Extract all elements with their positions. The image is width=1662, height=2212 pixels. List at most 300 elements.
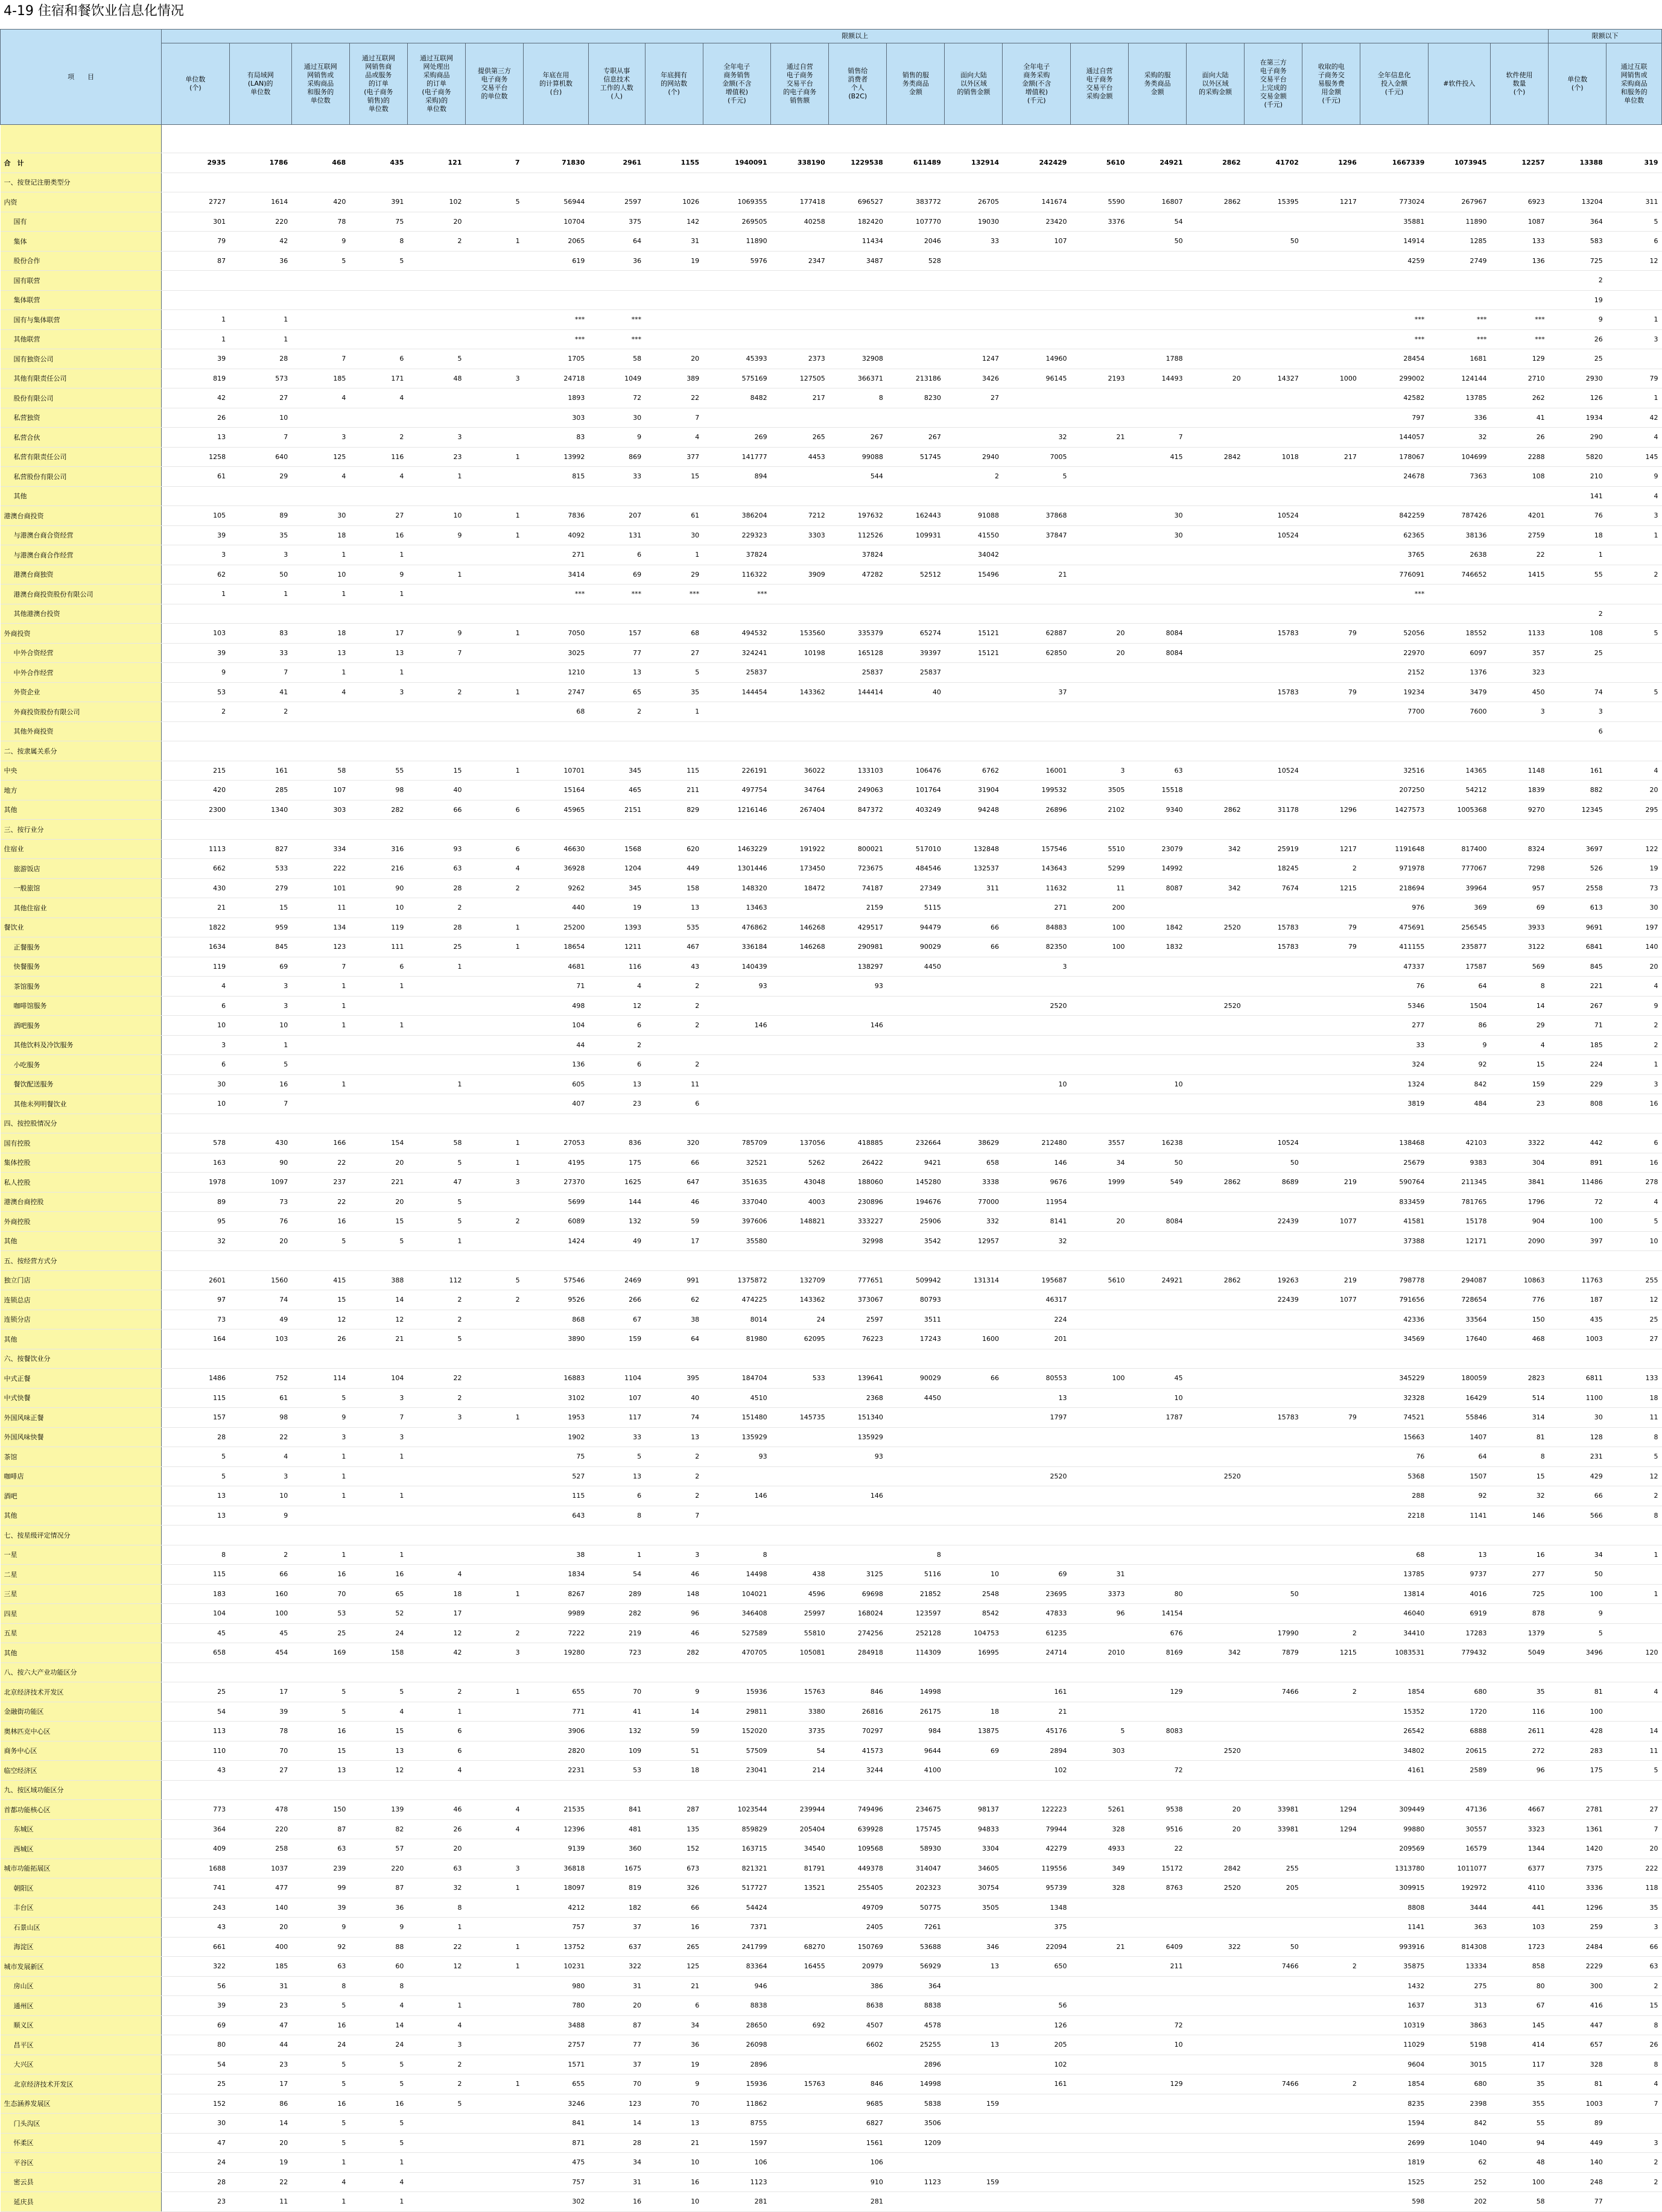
cell-value: 10 [1129, 2035, 1187, 2055]
cell-value: 162443 [887, 506, 945, 526]
cell-value: 1 [291, 585, 349, 604]
cell-value: 19030 [945, 212, 1003, 232]
cell-value: 242429 [1003, 153, 1070, 173]
cell-value: 182 [588, 1898, 645, 1918]
cell-value: 37868 [1003, 506, 1070, 526]
cell-value [1187, 506, 1245, 526]
cell-value: 328 [1070, 1819, 1128, 1839]
row-label: 连锁总店 [1, 1290, 162, 1310]
cell-value: 17 [229, 2074, 291, 2094]
cell-value: 16579 [1428, 1839, 1490, 1859]
cell-value [703, 1055, 770, 1075]
cell-value [1302, 604, 1360, 624]
cell-value [1245, 428, 1302, 448]
cell-value: 1667339 [1360, 153, 1428, 173]
cell-value [645, 1526, 703, 1545]
cell-value: 746652 [1428, 565, 1490, 585]
cell-value: 741 [162, 1878, 229, 1898]
row-label: 平谷区 [1, 2153, 162, 2173]
cell-value: 4 [349, 1702, 407, 1722]
row-label: 连锁分店 [1, 1310, 162, 1329]
cell-value: 2229 [1549, 1957, 1606, 1977]
cell-value [645, 1662, 703, 1682]
cell-value: 19 [229, 2153, 291, 2173]
cell-value [588, 1526, 645, 1545]
cell-value [1490, 1251, 1548, 1271]
cell-value [291, 486, 349, 506]
cell-value [1187, 1251, 1245, 1271]
cell-value: 1 [349, 1447, 407, 1467]
cell-value: 32521 [703, 1153, 770, 1173]
cell-value: 1 [1549, 545, 1606, 565]
cell-value [1129, 1447, 1187, 1467]
row-label: 国有联营 [1, 271, 162, 291]
table-row [1, 1094, 1662, 1114]
cell-value [1245, 1662, 1302, 1682]
cell-value: 1 [1606, 1545, 1662, 1565]
cell-value [1129, 1192, 1187, 1212]
cell-value [703, 1506, 770, 1526]
cell-value: 105 [162, 506, 229, 526]
cell-value [466, 349, 524, 369]
cell-value: 39 [162, 1996, 229, 2016]
cell-value: 10 [945, 1565, 1003, 1585]
cell-value [945, 1996, 1003, 2016]
cell-value [1302, 2015, 1360, 2035]
row-label: 三、按行业分 [1, 820, 162, 840]
cell-value: 201 [1003, 1329, 1070, 1349]
cell-value: 83 [229, 624, 291, 644]
cell-value: 1842 [1129, 917, 1187, 937]
cell-value: 336 [1428, 408, 1490, 428]
cell-value: *** [1428, 329, 1490, 349]
cell-value: 1953 [524, 1408, 589, 1428]
cell-value [1003, 1055, 1070, 1075]
cell-value: 7261 [887, 1918, 945, 1938]
cell-value [1187, 643, 1245, 663]
cell-value [291, 329, 349, 349]
cell-value: 10524 [1245, 506, 1302, 526]
cell-value: 1 [407, 1996, 465, 2016]
cell-value: *** [1490, 329, 1548, 349]
cell-value: 25255 [887, 2035, 945, 2055]
cell-value: 91088 [945, 506, 1003, 526]
cell-value [829, 702, 887, 722]
cell-value [1245, 820, 1302, 840]
cell-value: 1 [291, 2153, 349, 2173]
cell-value [887, 2192, 945, 2212]
cell-value: 40 [645, 1388, 703, 1408]
cell-value: 1415 [1490, 565, 1548, 585]
cell-value [1302, 2114, 1360, 2134]
cell-value: 79 [1302, 937, 1360, 957]
cell-value: 5 [349, 1231, 407, 1251]
cell-value: 96 [645, 1604, 703, 1624]
cell-value: 93 [829, 1447, 887, 1467]
cell-value [1302, 1153, 1360, 1173]
cell-value [829, 1114, 887, 1133]
column-header-12: 销售给 消费者 个人 (B2C) [829, 43, 887, 125]
cell-value: 5 [1606, 624, 1662, 644]
table-row [1, 271, 1662, 291]
cell-value [1428, 1114, 1490, 1133]
cell-value [1129, 682, 1187, 702]
cell-value [829, 1466, 887, 1486]
row-label: 国有独资公司 [1, 349, 162, 369]
cell-value [466, 1604, 524, 1624]
cell-value [466, 898, 524, 918]
cell-value [1302, 1231, 1360, 1251]
cell-value: 33564 [1428, 1310, 1490, 1329]
cell-value: 61 [229, 1388, 291, 1408]
cell-value: 5610 [1070, 153, 1128, 173]
cell-value: 3 [407, 1408, 465, 1428]
cell-value [1302, 2035, 1360, 2055]
cell-value: 133 [1606, 1369, 1662, 1389]
cell-value: 415 [1129, 447, 1187, 467]
cell-value [162, 604, 229, 624]
cell-value: 2 [1302, 2074, 1360, 2094]
cell-value [466, 1035, 524, 1055]
table-row [1, 2035, 1662, 2055]
cell-value: 2405 [829, 1918, 887, 1938]
cell-value [1070, 408, 1128, 428]
cell-value [1187, 565, 1245, 585]
cell-value: 82 [349, 1819, 407, 1839]
cell-value: 957 [1490, 878, 1548, 898]
cell-value: 314047 [887, 1859, 945, 1878]
cell-value: 107770 [887, 212, 945, 232]
cell-value: 15 [407, 761, 465, 781]
cell-value: 81 [1549, 1682, 1606, 1702]
cell-value: 277 [1490, 1565, 1548, 1585]
cell-value: 139641 [829, 1369, 887, 1389]
table-row [1, 467, 1662, 487]
cell-value: 4667 [1490, 1800, 1548, 1820]
cell-value: 28 [588, 2133, 645, 2153]
cell-value: 1217 [1302, 192, 1360, 212]
cell-value: 309449 [1360, 1800, 1428, 1820]
cell-value: 7298 [1490, 859, 1548, 879]
cell-value: 102 [1003, 1761, 1070, 1781]
cell-value [466, 585, 524, 604]
cell-value [771, 1545, 829, 1565]
cell-value [291, 1506, 349, 1526]
cell-value: 1361 [1549, 1819, 1606, 1839]
cell-value: 910 [829, 2172, 887, 2192]
cell-value: 2520 [1003, 996, 1070, 1016]
cell-value: 140 [1549, 2153, 1606, 2173]
cell-value: 827 [229, 839, 291, 859]
cell-value [771, 977, 829, 997]
cell-value: 100 [1070, 917, 1128, 937]
cell-value: 322 [162, 1957, 229, 1977]
cell-value: 2548 [945, 1584, 1003, 1604]
cell-value: 409 [162, 1839, 229, 1859]
cell-value [887, 820, 945, 840]
column-header-7: 年底在用 的计算机数 (台) [524, 43, 589, 125]
cell-value: 104 [349, 1369, 407, 1389]
cell-value: 5 [291, 2114, 349, 2134]
cell-value [887, 741, 945, 761]
cell-value [1187, 290, 1245, 310]
cell-value: 80 [162, 2035, 229, 2055]
cell-value: 92 [1428, 1486, 1490, 1506]
cell-value: 37 [588, 2055, 645, 2074]
cell-value: 50 [1129, 232, 1187, 252]
cell-value [466, 1388, 524, 1408]
column-header-14: 面向大陆 以外区域 的销售金额 [945, 43, 1003, 125]
cell-value: 289 [588, 1584, 645, 1604]
cell-value [407, 1016, 465, 1036]
cell-value [771, 329, 829, 349]
cell-value: 47136 [1428, 1800, 1490, 1820]
cell-value: 4016 [1428, 1584, 1490, 1604]
cell-value: 49 [588, 1231, 645, 1251]
cell-value: 4195 [524, 1153, 589, 1173]
cell-value: 1525 [1360, 2172, 1428, 2192]
cell-value: 6 [407, 1741, 465, 1761]
cell-value: 18245 [1245, 859, 1302, 879]
cell-value: 7005 [1003, 447, 1070, 467]
cell-value [703, 310, 770, 330]
cell-value: 4933 [1070, 1839, 1128, 1859]
row-label: 西城区 [1, 1839, 162, 1859]
cell-value: 9 [291, 1918, 349, 1938]
cell-value: 34569 [1360, 1329, 1428, 1349]
cell-value: 2 [1302, 1623, 1360, 1643]
cell-value [645, 290, 703, 310]
cell-value: 342 [1187, 839, 1245, 859]
column-header-21: 全年信息化 投入金额 (千元) [1360, 43, 1428, 125]
cell-value [1187, 2074, 1245, 2094]
cell-value: 104021 [703, 1584, 770, 1604]
cell-value [771, 1486, 829, 1506]
cell-value [1549, 173, 1606, 192]
cell-value [291, 1349, 349, 1369]
cell-value: 199532 [1003, 781, 1070, 800]
cell-value: 74 [645, 1408, 703, 1428]
cell-value [1490, 486, 1548, 506]
cell-value: 81 [1549, 2074, 1606, 2094]
cell-value [771, 1466, 829, 1486]
cell-value: 5 [349, 2114, 407, 2134]
cell-value: 122 [1606, 839, 1662, 859]
cell-value: 32 [1490, 1486, 1548, 1506]
cell-value: 407 [524, 1094, 589, 1114]
cell-value [771, 310, 829, 330]
cell-value: 136 [1490, 251, 1548, 271]
cell-value [1245, 1976, 1302, 1996]
cell-value: 1 [1606, 310, 1662, 330]
cell-value [1302, 1349, 1360, 1369]
cell-value [1428, 486, 1490, 506]
cell-value [945, 2133, 1003, 2153]
cell-value [162, 1526, 229, 1545]
cell-value: 70 [291, 1584, 349, 1604]
cell-value [1129, 1114, 1187, 1133]
cell-value [887, 2153, 945, 2173]
cell-value [466, 2192, 524, 2212]
cell-value: 13 [291, 1761, 349, 1781]
cell-value [771, 408, 829, 428]
cell-value: 12257 [1490, 153, 1548, 173]
table-row [1, 2133, 1662, 2153]
cell-value: 14 [645, 1702, 703, 1722]
cell-value [887, 271, 945, 291]
cell-value [703, 408, 770, 428]
cell-value: 10 [162, 1016, 229, 1036]
table-row [1, 1682, 1662, 1702]
cell-value: 165128 [829, 643, 887, 663]
row-label: 八、按六大产业功能区分 [1, 1662, 162, 1682]
cell-value [645, 1035, 703, 1055]
cell-value: 12 [1606, 1466, 1662, 1486]
cell-value: 10524 [1245, 761, 1302, 781]
cell-value: 132914 [945, 153, 1003, 173]
table-row [1, 1212, 1662, 1232]
cell-value [1070, 525, 1128, 545]
table-row [1, 1506, 1662, 1526]
cell-value: 95 [162, 1212, 229, 1232]
cell-value [945, 428, 1003, 448]
cell-value: 104 [524, 1016, 589, 1036]
cell-value: 44 [524, 1035, 589, 1055]
row-label: 三星 [1, 1584, 162, 1604]
cell-value: 1561 [829, 2133, 887, 2153]
cell-value: 25679 [1360, 1153, 1428, 1173]
cell-value: 89 [1549, 2114, 1606, 2134]
cell-value [887, 173, 945, 192]
cell-value [1549, 1251, 1606, 1271]
cell-value: 2152 [1360, 663, 1428, 683]
cell-value: 9 [407, 624, 465, 644]
cell-value: 79 [1302, 1408, 1360, 1428]
table-header [1, 30, 1662, 125]
cell-value: 12 [407, 1957, 465, 1977]
cell-value [645, 820, 703, 840]
cell-value: 185 [1549, 1035, 1606, 1055]
cell-value [1302, 1016, 1360, 1036]
cell-value: 3505 [945, 1898, 1003, 1918]
cell-value [1302, 663, 1360, 683]
cell-value: 92 [1428, 1055, 1490, 1075]
cell-value: 16 [1606, 1153, 1662, 1173]
cell-value: 40 [887, 682, 945, 702]
row-label: 其他 [1, 1329, 162, 1349]
table-row [1, 2094, 1662, 2114]
cell-value [1187, 1133, 1245, 1153]
cell-value: 26 [1549, 329, 1606, 349]
cell-value: 123597 [887, 1604, 945, 1624]
cell-value [1070, 1310, 1128, 1329]
cell-value: 346408 [703, 1604, 770, 1624]
cell-value: 7466 [1245, 1682, 1302, 1702]
cell-value: 16883 [524, 1369, 589, 1389]
cell-value [645, 1251, 703, 1271]
cell-value [407, 251, 465, 271]
cell-value: 12345 [1549, 800, 1606, 820]
cell-value [1187, 1918, 1245, 1938]
cell-value: 20 [588, 1996, 645, 2016]
cell-value: 5 [407, 2094, 465, 2114]
cell-value: 11 [645, 1074, 703, 1094]
cell-value: 102 [1003, 2055, 1070, 2074]
cell-value [945, 898, 1003, 918]
column-header-15: 全年电子 商务采购 金额(不含 增值税) (千元) [1003, 43, 1070, 125]
cell-value [1187, 2094, 1245, 2114]
cell-value: 4 [349, 388, 407, 408]
table-row [1, 329, 1662, 349]
cell-value: 37824 [829, 545, 887, 565]
cell-value: 7 [1129, 428, 1187, 448]
cell-value [1606, 1349, 1662, 1369]
cell-value [945, 741, 1003, 761]
cell-value: 70 [645, 2094, 703, 2114]
cell-value [1302, 702, 1360, 722]
cell-value: 163715 [703, 1839, 770, 1859]
cell-value: 6 [588, 1016, 645, 1036]
cell-value: 324241 [703, 643, 770, 663]
cell-value: 3819 [1360, 1094, 1428, 1114]
cell-value: 2935 [162, 153, 229, 173]
cell-value: 15121 [945, 624, 1003, 644]
cell-value: 3373 [1070, 1584, 1128, 1604]
table-row [1, 1937, 1662, 1957]
cell-value: 39 [162, 349, 229, 369]
cell-value: 13 [162, 1486, 229, 1506]
cell-value [588, 1780, 645, 1800]
cell-value: 42279 [1003, 1839, 1070, 1859]
cell-value: 278 [1606, 1173, 1662, 1193]
cell-value: 10863 [1490, 1270, 1548, 1290]
cell-value [771, 2055, 829, 2074]
cell-value: 1 [349, 1016, 407, 1036]
cell-value [1129, 996, 1187, 1016]
cell-value: 53 [291, 1604, 349, 1624]
cell-value [466, 1310, 524, 1329]
cell-value [1187, 2172, 1245, 2192]
row-label: 四星 [1, 1604, 162, 1624]
cell-value: 2699 [1360, 2133, 1428, 2153]
cell-value [703, 741, 770, 761]
cell-value [887, 1114, 945, 1133]
cell-value: 1675 [588, 1859, 645, 1878]
cell-value: 9526 [524, 1290, 589, 1310]
cell-value: 725 [1549, 251, 1606, 271]
cell-value: 1209 [887, 2133, 945, 2153]
cell-value: 2611 [1490, 1722, 1548, 1741]
cell-value [229, 1526, 291, 1545]
cell-value: 1 [291, 996, 349, 1016]
cell-value: 127505 [771, 369, 829, 388]
table-row [1, 1447, 1662, 1467]
cell-value: 1 [1606, 1584, 1662, 1604]
cell-value [349, 702, 407, 722]
cell-value [1245, 1918, 1302, 1938]
cell-value [466, 820, 524, 840]
cell-value: 494532 [703, 624, 770, 644]
cell-value: 9 [1549, 310, 1606, 330]
cell-value: 3323 [1490, 1819, 1548, 1839]
cell-value: 26 [1606, 2035, 1662, 2055]
cell-value [945, 1466, 1003, 1486]
cell-value: 15178 [1428, 1212, 1490, 1232]
cell-value: 1 [291, 663, 349, 683]
cell-value [1428, 741, 1490, 761]
cell-value [887, 604, 945, 624]
cell-value: 1 [407, 565, 465, 585]
